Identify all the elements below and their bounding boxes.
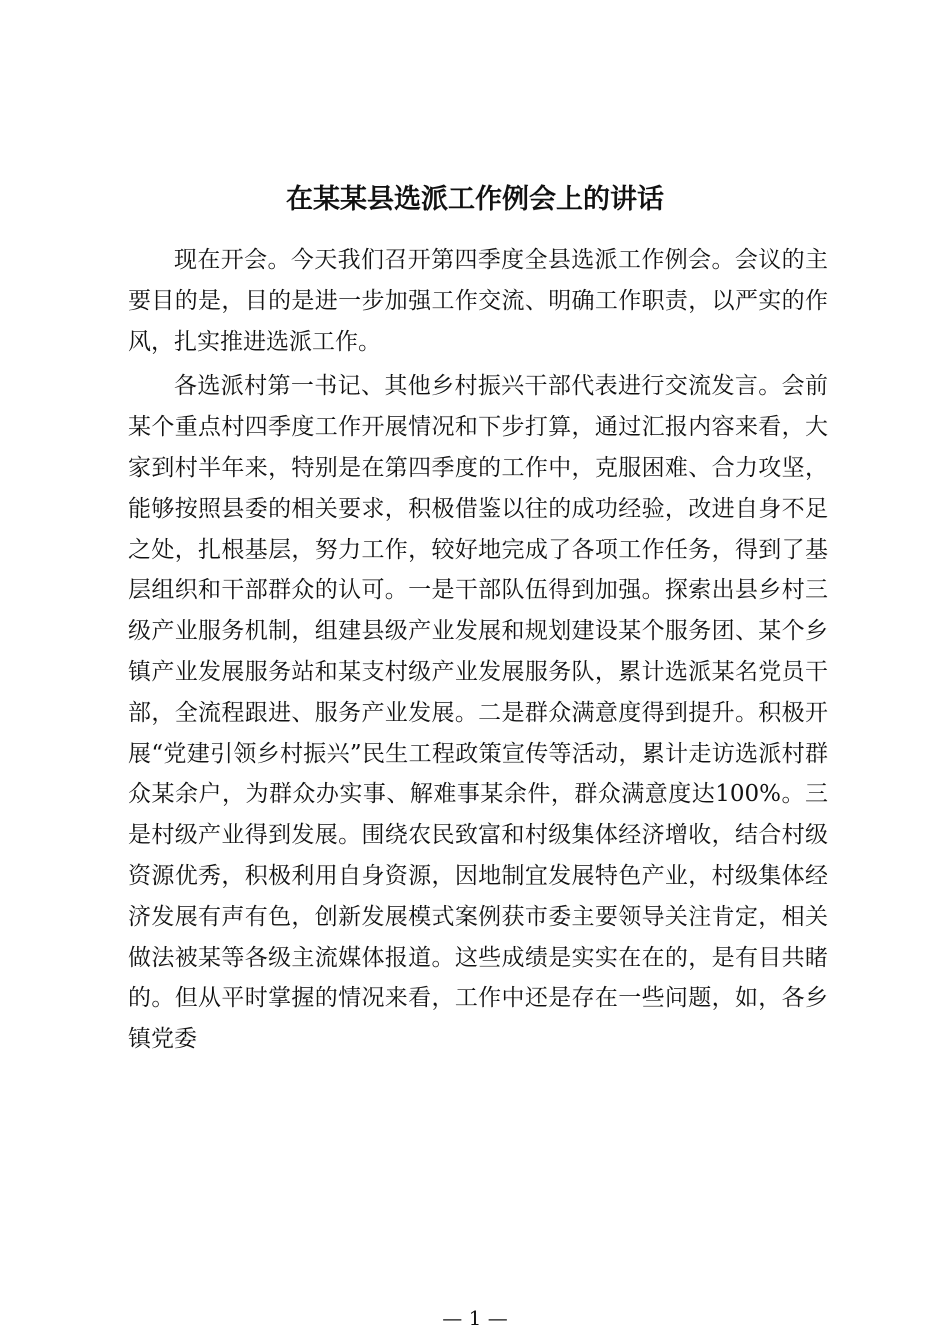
page-number: — 1 — xyxy=(442,1306,508,1330)
paragraph-opening: 现在开会。今天我们召开第四季度全县选派工作例会。会议的主要目的是，目的是进一步加强工作交流、明确工作职责，以严实的作风，扎实推进选派工作。 xyxy=(128,247,828,355)
paragraph-work-summary: 各选派村第一书记、其他乡村振兴干部代表进行交流发言。会前某个重点村四季度工作开展情况和下步打算，通过汇报内容来看，大家到村半年来，特别是在第四季度的工作中，克服困难、合力攻坚，能够按照县委的相关要求，积极借鉴以往的成功经验，改进自身不足之处，扎根基层，努力工作，较好地完成了各项工作任务，得到了基层组织和干部群众的认可。一是干部队伍得到加强。探索出县乡村三级产业服务机制，组建县级产业发展和规划建设某个服务团、某个乡镇产业发展服务站和某支村级产业发展服务队，累计选派某名党员干部，全流程跟进、服务产业发展。二是群众满意度得到提升。积极开展“党建引领乡村振兴”民生工程政策宣传等活动，累计走访选派村群众某余户，为群众办实事、解难事某余件，群众满意度达100%。三是村级产业得到发展。围绕农民致富和村级集体经济增收，结合村级资源优秀，积极利用自身资源，因地制宜发展特色产业，村级集体经济发展有声有色，创新发展模式案例获市委主要领导关注肯定，相关做法被某等各级主流媒体报道。这些成绩是实实在在的，是有目共睹的。但从平时掌握的情况来看，工作中还是存在一些问题，如，各乡镇党委 xyxy=(128,373,828,1053)
document-body xyxy=(128,240,828,1064)
document-title: 在某某县选派工作例会上的讲话 xyxy=(286,184,664,215)
